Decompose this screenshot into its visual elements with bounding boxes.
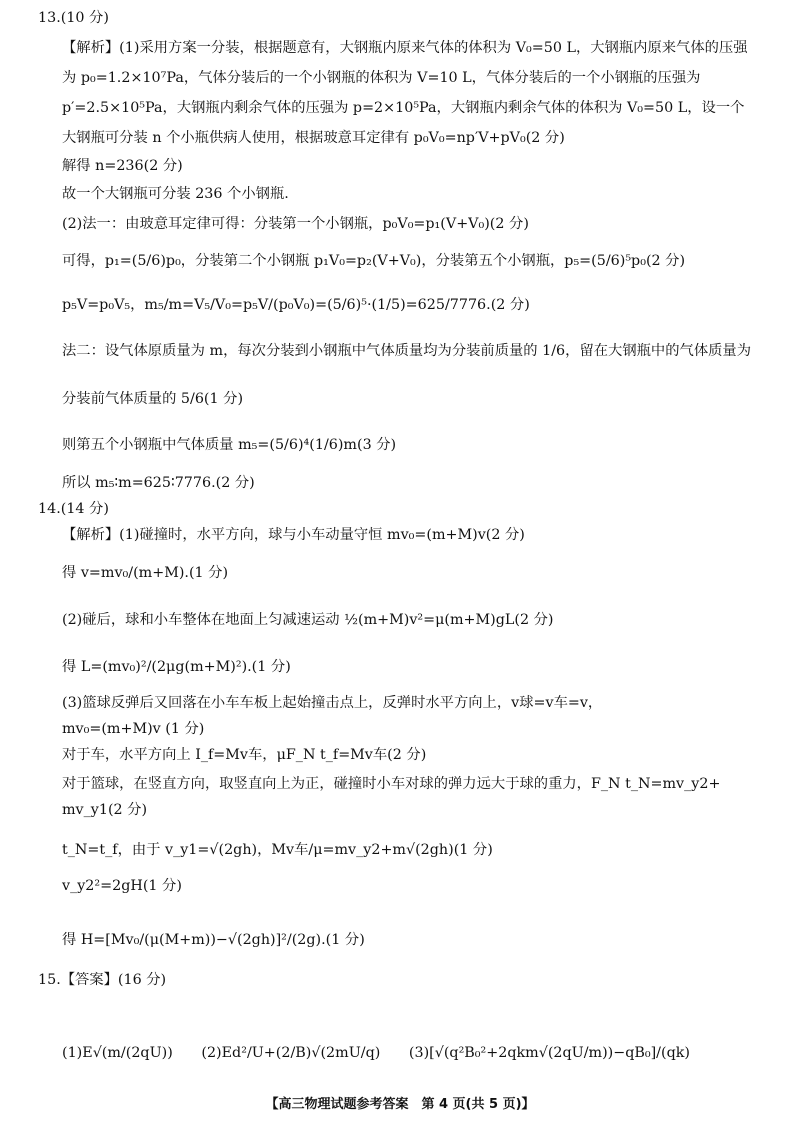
solution-line: 可得，p₁=(5/6)p₀，分装第二个小钢瓶 p₁V₀=p₂(V+V₀)，分装第五个小钢瓶，p₅=(5/6)⁵p₀(2 分) xyxy=(62,253,686,269)
solution-line: 为 p₀=1.2×10⁷Pa，气体分装后的一个小钢瓶的体积为 V=10 L，气体分装后的一个小钢瓶的压强为 xyxy=(62,70,701,86)
solution-line: t_N=t_f，由于 v_y1=√(2gh)，Mv车/μ=mv_y2+m√(2gh)(1 分) xyxy=(62,842,493,858)
solution-line: 分装前气体质量的 5/6(1 分) xyxy=(62,391,244,407)
solution-line: 所以 m₅∶m=625∶7776.(2 分) xyxy=(62,475,255,491)
solution-line: 【解析】(1)采用方案一分装，根据题意有，大钢瓶内原来气体的体积为 V₀=50 L，大钢瓶内原来气体的压强 xyxy=(62,40,748,56)
question-number: 13.(10 分) xyxy=(38,10,109,26)
solution-line: (1)E√(m/(2qU)) (2)Ed²/U+(2/B)√(2mU/q) (3)[√(q²B₀²+2qkm√(2qU/m))−qB₀]/(qk) xyxy=(62,1045,690,1061)
solution-line: p′=2.5×10⁵Pa，大钢瓶内剩余气体的压强为 p=2×10⁵Pa，大钢瓶内剩余气体的体积为 V₀=50 L，设一个 xyxy=(62,100,745,116)
solution-line: 得 v=mv₀/(m+M).(1 分) xyxy=(62,565,229,581)
solution-line: 【解析】(1)碰撞时，水平方向，球与小车动量守恒 mv₀=(m+M)v(2 分) xyxy=(62,527,525,543)
solution-line: mv_y1(2 分) xyxy=(62,802,148,818)
solution-line: (2)法一：由玻意耳定律可得：分装第一个小钢瓶，p₀V₀=p₁(V+V₀)(2 分) xyxy=(62,216,529,232)
solution-line: 解得 n=236(2 分) xyxy=(62,158,183,174)
solution-line: 对于篮球，在竖直方向，取竖直向上为正，碰撞时小车对球的弹力远大于球的重力，F_N t_N=mv_y2+ xyxy=(62,776,721,792)
solution-line: 得 L=(mv₀)²/(2μg(m+M)²).(1 分) xyxy=(62,659,291,675)
solution-line: 故一个大钢瓶可分装 236 个小钢瓶. xyxy=(62,186,289,202)
page-footer: 【高三物理试题参考答案 第 4 页(共 5 页)】 xyxy=(265,1097,535,1112)
solution-line: mv₀=(m+M)v (1 分) xyxy=(62,721,205,737)
question-number: 14.(14 分) xyxy=(38,501,109,517)
solution-line: (2)碰后，球和小车整体在地面上匀减速运动 ½(m+M)v²=μ(m+M)gL(2 分) xyxy=(62,612,554,628)
solution-line: v_y2²=2gH(1 分) xyxy=(62,878,182,894)
solution-line: p₅V=p₀V₅，m₅/m=V₅/V₀=p₅V/(p₀V₀)=(5/6)⁵·(1/5)=625/7776.(2 分) xyxy=(62,297,530,313)
solution-line: (3)篮球反弹后又回落在小车车板上起始撞击点上，反弹时水平方向上，v球=v车=v， xyxy=(62,695,603,711)
solution-line: 则第五个小钢瓶中气体质量 m₅=(5/6)⁴(1/6)m(3 分) xyxy=(62,437,397,453)
solution-line: 法二：设气体原质量为 m，每次分装到小钢瓶中气体质量均为分装前质量的 1/6，留在大钢瓶中的气体质量为 xyxy=(62,343,752,359)
solution-line: 得 H=[Mv₀/(μ(M+m))−√(2gh)]²/(2g).(1 分) xyxy=(62,932,365,948)
question-number: 15.【答案】(16 分) xyxy=(38,972,167,988)
solution-line: 对于车，水平方向上 I_f=Mv车，μF_N t_f=Mv车(2 分) xyxy=(62,747,427,763)
solution-line: 大钢瓶可分装 n 个小瓶供病人使用，根据玻意耳定律有 p₀V₀=np′V+pV₀(2 分) xyxy=(62,130,565,146)
